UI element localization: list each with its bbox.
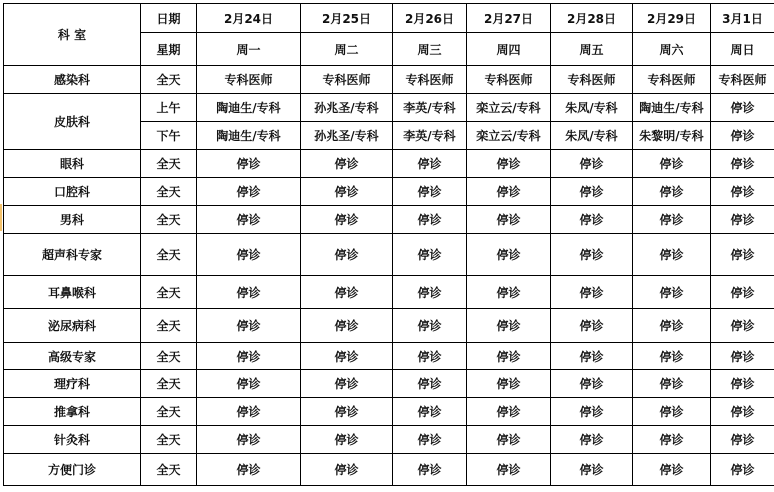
schedule-cell[interactable]: 专科医师	[711, 66, 774, 94]
schedule-cell[interactable]: 停诊	[197, 343, 301, 370]
schedule-cell[interactable]: 朱黎明/专科	[633, 122, 711, 150]
date-cell[interactable]: 2月25日	[301, 4, 393, 33]
dept-cell[interactable]: 眼科	[4, 150, 141, 178]
schedule-cell[interactable]: 停诊	[711, 454, 774, 486]
schedule-cell[interactable]: 停诊	[301, 454, 393, 486]
schedule-cell[interactable]: 停诊	[711, 276, 774, 309]
schedule-cell[interactable]: 停诊	[633, 426, 711, 454]
schedule-cell[interactable]: 陶迪生/专科	[197, 122, 301, 150]
dept-cell[interactable]: 感染科	[4, 66, 141, 94]
schedule-cell[interactable]: 停诊	[551, 426, 633, 454]
schedule-cell[interactable]: 停诊	[467, 309, 551, 343]
schedule-cell[interactable]: 停诊	[633, 454, 711, 486]
schedule-cell[interactable]: 停诊	[301, 343, 393, 370]
schedule-cell[interactable]: 停诊	[711, 309, 774, 343]
schedule-cell[interactable]: 停诊	[197, 398, 301, 426]
time-cell[interactable]: 全天	[141, 454, 197, 486]
time-cell[interactable]: 下午	[141, 122, 197, 150]
schedule-cell[interactable]: 李英/专科	[393, 94, 467, 122]
schedule-cell[interactable]: 停诊	[197, 206, 301, 234]
schedule-cell[interactable]: 停诊	[393, 178, 467, 206]
schedule-cell[interactable]: 停诊	[301, 309, 393, 343]
schedule-cell[interactable]: 停诊	[393, 309, 467, 343]
schedule-cell[interactable]: 停诊	[633, 150, 711, 178]
time-cell[interactable]: 全天	[141, 370, 197, 398]
schedule-cell[interactable]: 停诊	[393, 150, 467, 178]
schedule-cell[interactable]: 停诊	[711, 426, 774, 454]
schedule-cell[interactable]: 停诊	[197, 178, 301, 206]
schedule-cell[interactable]: 停诊	[467, 178, 551, 206]
weekday-cell[interactable]: 周五	[551, 33, 633, 66]
schedule-cell[interactable]: 停诊	[301, 426, 393, 454]
weekday-cell[interactable]: 周三	[393, 33, 467, 66]
time-cell[interactable]: 全天	[141, 178, 197, 206]
schedule-cell[interactable]: 停诊	[467, 150, 551, 178]
table-row	[4, 370, 774, 398]
dept-cell[interactable]: 皮肤科	[4, 94, 141, 150]
schedule-cell[interactable]: 停诊	[393, 234, 467, 276]
dept-cell[interactable]: 高级专家	[4, 343, 141, 370]
schedule-cell[interactable]: 停诊	[197, 309, 301, 343]
dept-header-cell[interactable]: 科 室	[4, 4, 141, 66]
schedule-cell[interactable]: 停诊	[633, 206, 711, 234]
time-cell[interactable]: 全天	[141, 66, 197, 94]
dept-cell[interactable]: 泌尿病科	[4, 309, 141, 343]
schedule-cell[interactable]: 停诊	[633, 276, 711, 309]
schedule-cell[interactable]: 停诊	[301, 370, 393, 398]
schedule-cell[interactable]: 停诊	[551, 178, 633, 206]
schedule-cell[interactable]: 停诊	[467, 454, 551, 486]
table-row	[4, 66, 774, 94]
schedule-cell[interactable]: 停诊	[301, 178, 393, 206]
schedule-cell[interactable]: 专科医师	[467, 66, 551, 94]
schedule-cell[interactable]: 专科医师	[633, 66, 711, 94]
weekday-cell[interactable]: 周日	[711, 33, 774, 66]
schedule-cell[interactable]: 停诊	[551, 398, 633, 426]
time-cell[interactable]: 全天	[141, 206, 197, 234]
table-row	[4, 234, 774, 276]
schedule-cell[interactable]: 陶迪生/专科	[197, 94, 301, 122]
schedule-cell[interactable]: 停诊	[633, 370, 711, 398]
schedule-cell[interactable]: 停诊	[551, 370, 633, 398]
schedule-cell[interactable]: 停诊	[551, 150, 633, 178]
schedule-cell[interactable]: 停诊	[467, 276, 551, 309]
schedule-cell[interactable]: 栾立云/专科	[467, 122, 551, 150]
table-row	[4, 426, 774, 454]
weekday-cell[interactable]: 周二	[301, 33, 393, 66]
schedule-cell[interactable]: 停诊	[551, 309, 633, 343]
dept-cell[interactable]: 口腔科	[4, 178, 141, 206]
time-cell[interactable]: 全天	[141, 343, 197, 370]
schedule-cell[interactable]: 陶迪生/专科	[633, 94, 711, 122]
dept-cell[interactable]: 推拿科	[4, 398, 141, 426]
schedule-cell[interactable]: 停诊	[551, 276, 633, 309]
schedule-cell[interactable]: 停诊	[467, 370, 551, 398]
date-cell[interactable]: 2月27日	[467, 4, 551, 33]
dept-cell[interactable]: 针灸科	[4, 426, 141, 454]
schedule-cell[interactable]: 停诊	[633, 398, 711, 426]
schedule-cell[interactable]: 停诊	[197, 150, 301, 178]
schedule-cell[interactable]: 停诊	[197, 370, 301, 398]
time-cell[interactable]: 全天	[141, 398, 197, 426]
date-label-cell[interactable]: 日期	[141, 4, 197, 33]
date-cell[interactable]: 2月29日	[633, 4, 711, 33]
schedule-cell[interactable]: 停诊	[467, 398, 551, 426]
table-row	[4, 276, 774, 309]
time-cell[interactable]: 全天	[141, 234, 197, 276]
schedule-cell[interactable]: 停诊	[301, 150, 393, 178]
table-row	[4, 309, 774, 343]
schedule-cell[interactable]: 停诊	[467, 426, 551, 454]
dept-cell[interactable]: 超声科专家	[4, 234, 141, 276]
table-row	[4, 343, 774, 370]
schedule-cell[interactable]: 停诊	[711, 343, 774, 370]
schedule-cell[interactable]: 停诊	[197, 426, 301, 454]
schedule-table	[3, 3, 774, 486]
dept-cell[interactable]: 男科	[4, 206, 141, 234]
schedule-cell[interactable]: 停诊	[711, 234, 774, 276]
schedule-cell[interactable]: 停诊	[711, 122, 774, 150]
schedule-cell[interactable]: 停诊	[393, 454, 467, 486]
schedule-cell[interactable]: 停诊	[467, 343, 551, 370]
schedule-cell[interactable]: 停诊	[551, 206, 633, 234]
schedule-cell[interactable]: 停诊	[393, 206, 467, 234]
schedule-cell[interactable]: 停诊	[551, 234, 633, 276]
schedule-cell[interactable]: 停诊	[197, 454, 301, 486]
weekday-cell[interactable]: 周六	[633, 33, 711, 66]
weekday-cell[interactable]: 周四	[467, 33, 551, 66]
table-row	[4, 454, 774, 486]
schedule-cell[interactable]: 停诊	[301, 398, 393, 426]
time-cell[interactable]: 全天	[141, 426, 197, 454]
date-cell[interactable]: 2月28日	[551, 4, 633, 33]
dept-cell[interactable]: 耳鼻喉科	[4, 276, 141, 309]
schedule-cell[interactable]: 专科医师	[393, 66, 467, 94]
schedule-cell[interactable]: 停诊	[393, 370, 467, 398]
time-cell[interactable]: 上午	[141, 94, 197, 122]
table-row	[4, 150, 774, 178]
schedule-cell[interactable]: 停诊	[633, 309, 711, 343]
schedule-cell[interactable]: 停诊	[393, 398, 467, 426]
schedule-cell[interactable]: 停诊	[633, 178, 711, 206]
schedule-cell[interactable]: 专科医师	[301, 66, 393, 94]
date-cell[interactable]: 2月26日	[393, 4, 467, 33]
schedule-cell[interactable]: 停诊	[197, 234, 301, 276]
schedule-cell[interactable]: 停诊	[467, 206, 551, 234]
schedule-cell[interactable]: 停诊	[711, 150, 774, 178]
schedule-cell[interactable]: 停诊	[711, 370, 774, 398]
table-row	[4, 178, 774, 206]
schedule-cell[interactable]: 李英/专科	[393, 122, 467, 150]
dept-cell[interactable]: 方便门诊	[4, 454, 141, 486]
schedule-cell[interactable]: 孙兆圣/专科	[301, 94, 393, 122]
dept-cell[interactable]: 理疗科	[4, 370, 141, 398]
schedule-cell[interactable]: 停诊	[467, 234, 551, 276]
schedule-cell[interactable]: 专科医师	[197, 66, 301, 94]
schedule-cell[interactable]: 专科医师	[551, 66, 633, 94]
schedule-cell[interactable]: 栾立云/专科	[467, 94, 551, 122]
schedule-cell[interactable]: 停诊	[711, 398, 774, 426]
schedule-cell[interactable]: 停诊	[301, 276, 393, 309]
schedule-cell[interactable]: 朱凤/专科	[551, 122, 633, 150]
weekday-cell[interactable]: 周一	[197, 33, 301, 66]
schedule-cell[interactable]: 停诊	[301, 206, 393, 234]
schedule-cell[interactable]: 停诊	[551, 454, 633, 486]
date-cell[interactable]: 3月1日	[711, 4, 774, 33]
table-row	[4, 398, 774, 426]
schedule-cell[interactable]: 孙兆圣/专科	[301, 122, 393, 150]
table-row	[4, 206, 774, 234]
table-row	[4, 94, 774, 122]
schedule-cell[interactable]: 停诊	[711, 206, 774, 234]
schedule-cell[interactable]: 停诊	[393, 276, 467, 309]
time-cell[interactable]: 全天	[141, 276, 197, 309]
date-cell[interactable]: 2月24日	[197, 4, 301, 33]
schedule-cell[interactable]: 停诊	[551, 343, 633, 370]
schedule-cell[interactable]: 停诊	[393, 343, 467, 370]
schedule-cell[interactable]: 停诊	[197, 276, 301, 309]
weekday-label-cell[interactable]: 星期	[141, 33, 197, 66]
schedule-cell[interactable]: 停诊	[393, 426, 467, 454]
schedule-cell[interactable]: 停诊	[301, 234, 393, 276]
schedule-cell[interactable]: 停诊	[633, 234, 711, 276]
row-selection-marker	[0, 204, 2, 231]
schedule-cell[interactable]: 停诊	[711, 94, 774, 122]
schedule-cell[interactable]: 停诊	[633, 343, 711, 370]
time-cell[interactable]: 全天	[141, 150, 197, 178]
time-cell[interactable]: 全天	[141, 309, 197, 343]
schedule-cell[interactable]: 停诊	[711, 178, 774, 206]
header-date-row	[4, 4, 774, 33]
schedule-cell[interactable]: 朱凤/专科	[551, 94, 633, 122]
